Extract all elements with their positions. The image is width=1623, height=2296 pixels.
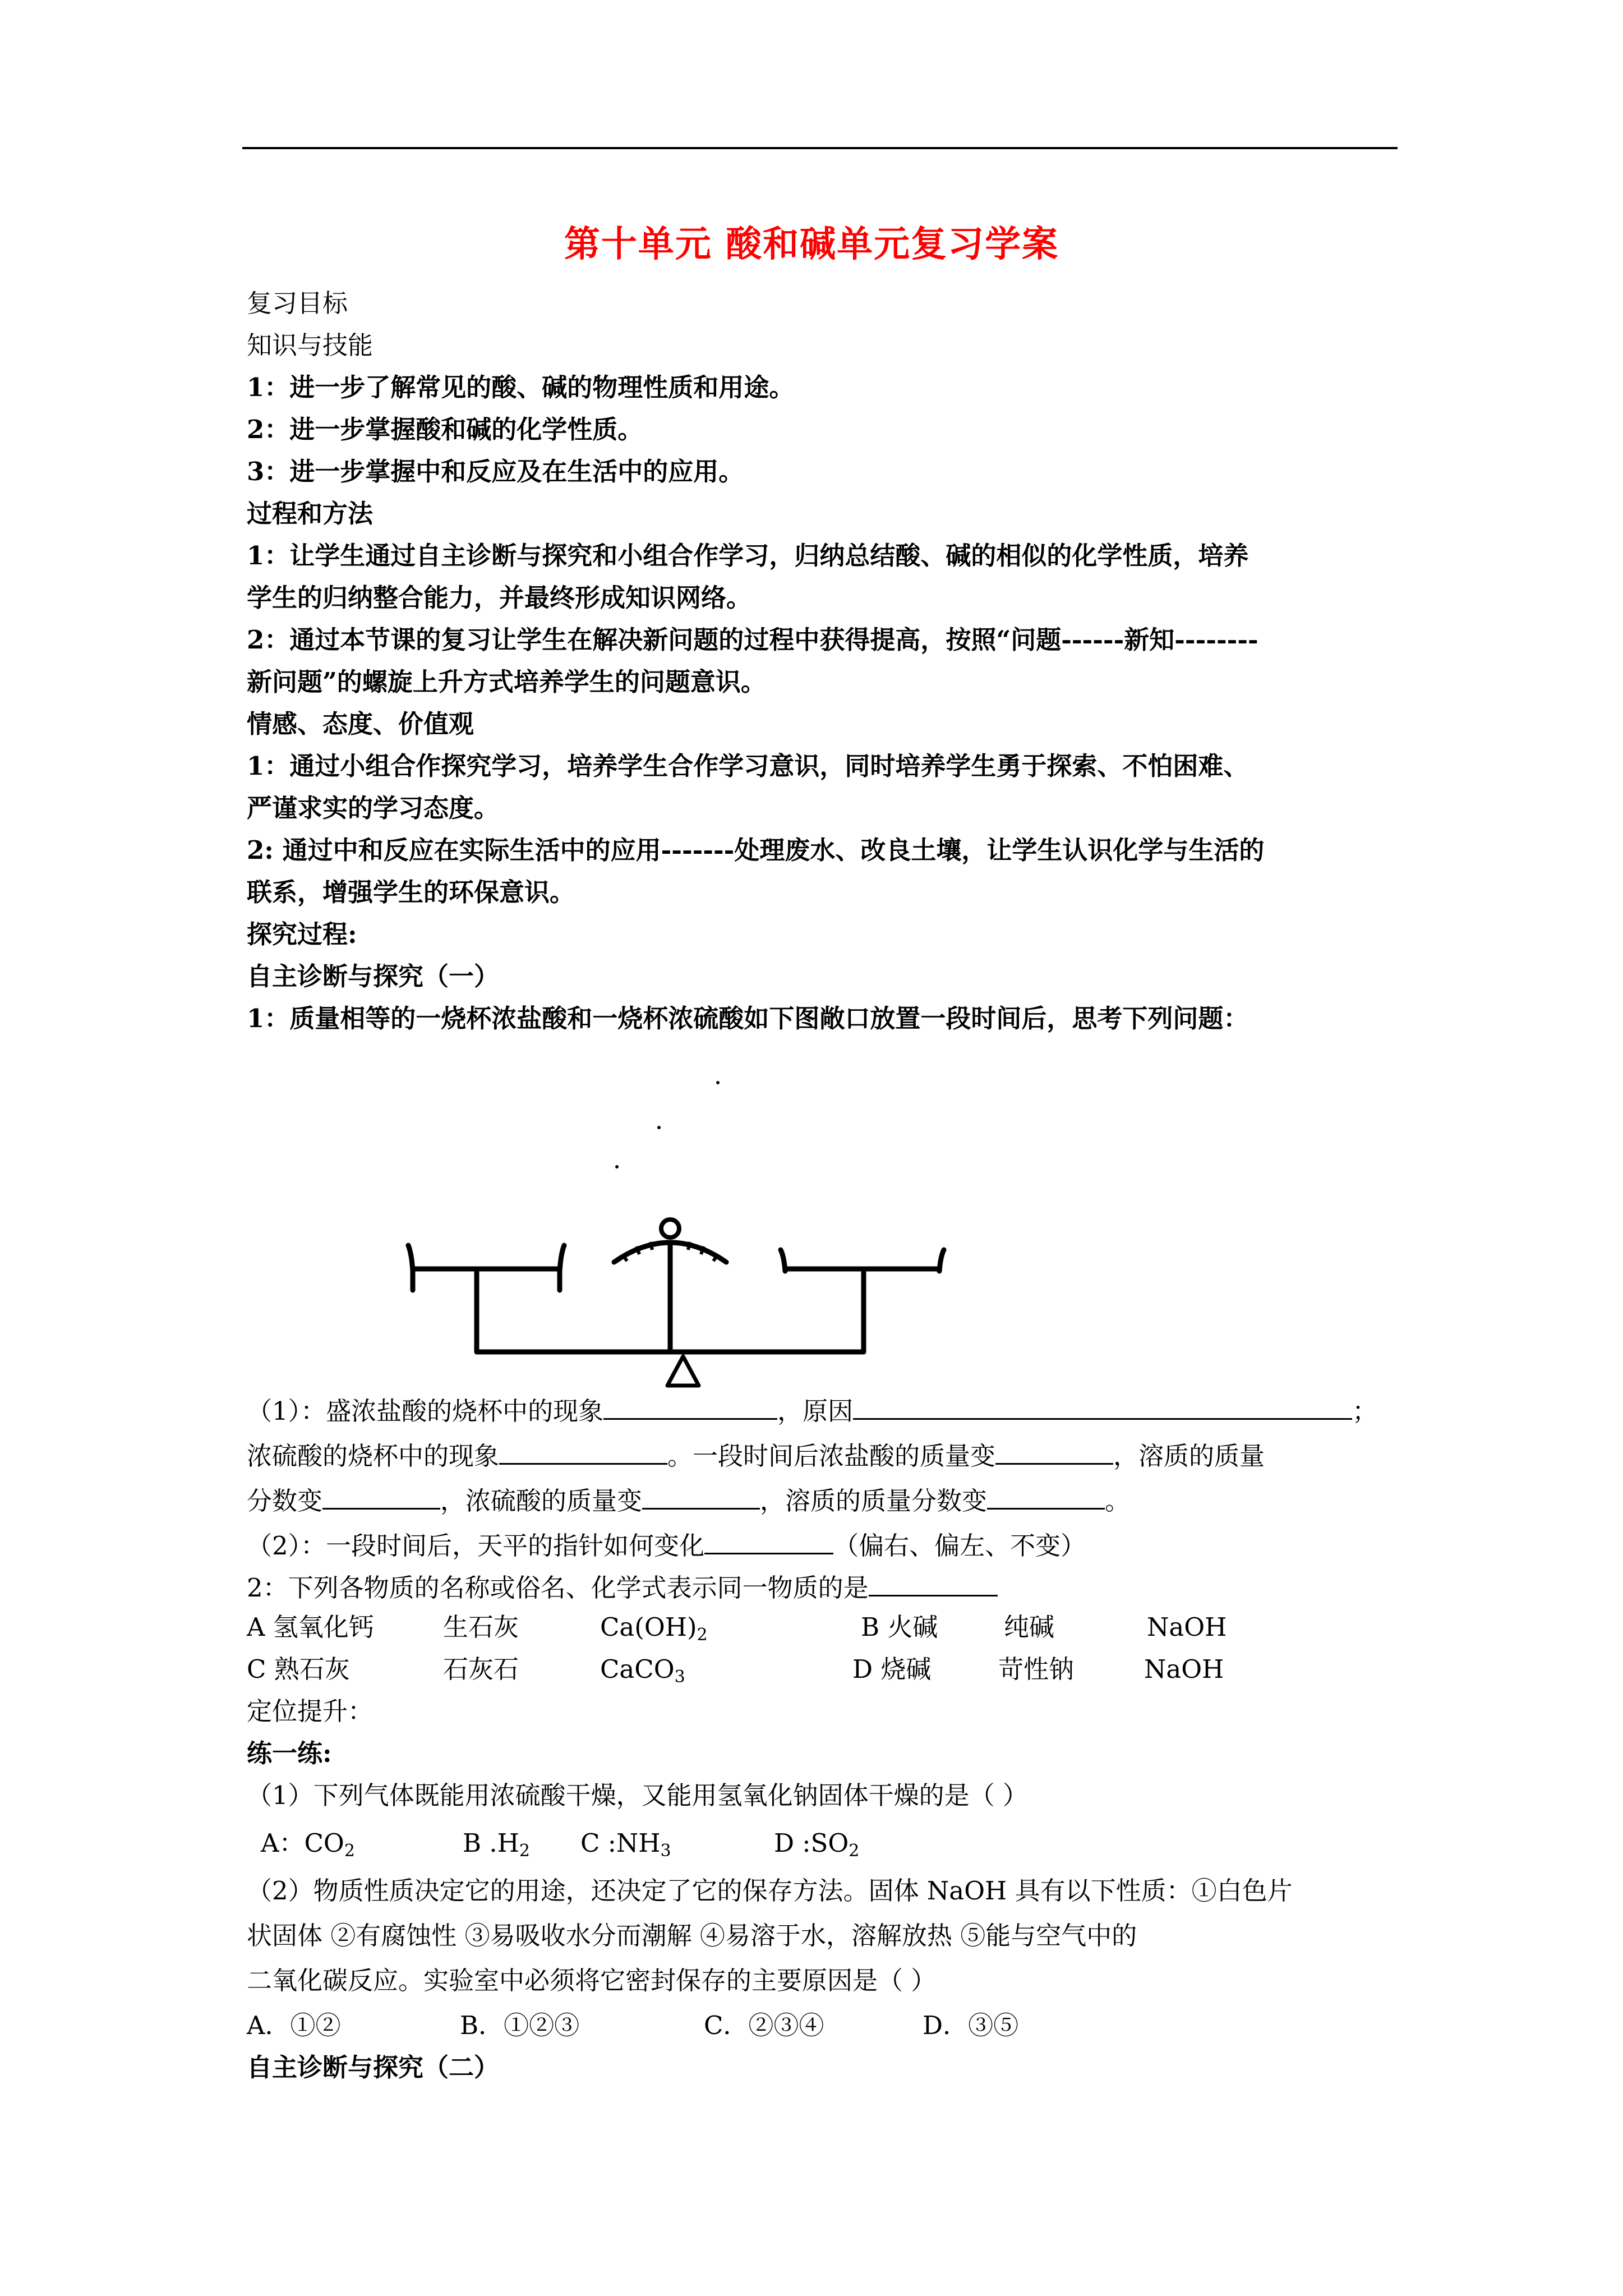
answer-blank[interactable] bbox=[322, 1485, 440, 1510]
knowledge-heading: 知识与技能 bbox=[247, 330, 374, 360]
answer-blank[interactable] bbox=[853, 1396, 1352, 1420]
option-c-formula: CaCO$_3$ bbox=[600, 1654, 685, 1687]
practice-2-option-b: B．①②③ bbox=[460, 2010, 580, 2040]
answer-blank[interactable] bbox=[499, 1441, 667, 1465]
question-2: 2：下列各物质的名称或俗名、化学式表示同一物质的是 bbox=[247, 1572, 998, 1600]
practice-question-2-line: （2）物质性质决定它的用途，还决定了它的保存方法。固体 NaOH 具有以下性质：①白色片 bbox=[247, 1876, 1293, 1906]
question-1-1-line: 分数变 ，浓硫酸的质量变 ，溶质的质量分数变 。 bbox=[247, 1486, 1131, 1516]
emotion-line: 联系，增强学生的环保意识。 bbox=[247, 877, 575, 907]
emotion-line: 严谨求实的学习态度。 bbox=[247, 793, 500, 823]
option-b-label: B 火碱 bbox=[861, 1612, 938, 1642]
emotion-heading: 情感、态度、价值观 bbox=[247, 709, 474, 739]
option-c-label: C 熟石灰 bbox=[247, 1654, 350, 1684]
process-line: 学生的归纳整合能力，并最终形成知识网络。 bbox=[247, 583, 752, 613]
question-1-1-line: （1）：盛浓盐酸的烧杯中的现象 ，原因 ； bbox=[247, 1396, 1378, 1426]
page-title: 第十单元 酸和碱单元复习学案 bbox=[564, 224, 1059, 265]
section1-heading: 自主诊断与探究（一） bbox=[247, 961, 500, 991]
practice-2-option-d: D．③⑤ bbox=[923, 2010, 1019, 2040]
practice-2-option-a: A．①② bbox=[247, 2010, 341, 2040]
question-1: 1：质量相等的一烧杯浓盐酸和一烧杯浓硫酸如下图敞口放置一段时间后，思考下列问题： bbox=[247, 1004, 1249, 1033]
practice-2-option-c: C．②③④ bbox=[704, 2010, 824, 2040]
emotion-line: 2: 通过中和反应在实际生活中的应用-------处理废水、改良土壤，让学生认识化学与生活的 bbox=[247, 835, 1265, 865]
question-1-2-line: （2）：一段时间后，天平的指针如何变化 （偏右、偏左、不变） bbox=[247, 1531, 1086, 1561]
process-line: 1：让学生通过自主诊断与探究和小组合作学习，归纳总结酸、碱的相似的化学性质，培养 bbox=[247, 541, 1249, 570]
option-d-name: 苛性钠 bbox=[998, 1654, 1075, 1684]
option-d-label: D 烧碱 bbox=[852, 1654, 932, 1684]
process-method-heading: 过程和方法 bbox=[247, 499, 374, 528]
answer-blank[interactable] bbox=[987, 1485, 1105, 1510]
balance-figure bbox=[393, 1060, 953, 1397]
practice-1-option-b: B $.H_2$ bbox=[463, 1828, 531, 1861]
practice-1-option-a: A：$CO_2$ bbox=[261, 1828, 355, 1861]
option-c-name: 石灰石 bbox=[443, 1654, 519, 1684]
exploration-heading: 探究过程: bbox=[247, 919, 357, 949]
section2-heading: 自主诊断与探究（二） bbox=[247, 2053, 500, 2082]
option-a-name: 生石灰 bbox=[443, 1612, 519, 1642]
practice-question-2-line: 状固体 ②有腐蚀性 ③易吸收水分而潮解 ④易溶于水，溶解放热 ⑤能与空气中的 bbox=[247, 1921, 1137, 1950]
answer-blank[interactable] bbox=[642, 1485, 760, 1510]
emotion-line: 1：通过小组合作探究学习，培养学生合作学习意识，同时培养学生勇于探索、不怕困难、 bbox=[247, 751, 1249, 781]
knowledge-item: 3：进一步掌握中和反应及在生活中的应用。 bbox=[247, 457, 744, 486]
option-b-formula: NaOH bbox=[1147, 1612, 1227, 1642]
option-a-label: A 氢氧化钙 bbox=[247, 1612, 374, 1642]
practice-heading: 练一练: bbox=[247, 1738, 332, 1768]
answer-blank[interactable] bbox=[704, 1530, 833, 1554]
knowledge-item: 1：进一步了解常见的酸、碱的物理性质和用途。 bbox=[247, 372, 795, 402]
practice-question-1: （1）下列气体既能用浓硫酸干燥，又能用氢氧化钠固体干燥的是（ ） bbox=[247, 1780, 1028, 1810]
option-b-name: 纯碱 bbox=[1004, 1612, 1055, 1642]
process-line: 新问题”的螺旋上升方式培养学生的问题意识。 bbox=[247, 667, 766, 697]
knowledge-item: 2：进一步掌握酸和碱的化学性质。 bbox=[247, 415, 643, 444]
answer-blank[interactable] bbox=[603, 1396, 777, 1420]
option-a-formula: $Ca(OH)_2$ bbox=[600, 1612, 708, 1645]
practice-1-option-d: D $:SO_2$ bbox=[774, 1828, 860, 1861]
answer-blank[interactable] bbox=[869, 1572, 998, 1596]
question-1-1-line: 浓硫酸的烧杯中的现象 。一段时间后浓盐酸的质量变 ，溶质的质量 bbox=[247, 1441, 1265, 1471]
practice-1-option-c: C $:NH_3$ bbox=[580, 1828, 671, 1861]
header-rule bbox=[242, 147, 1398, 149]
upgrade-heading: 定位提升： bbox=[247, 1696, 374, 1726]
answer-blank[interactable] bbox=[995, 1441, 1113, 1465]
option-d-formula: NaOH bbox=[1144, 1654, 1224, 1684]
practice-question-2-line: 二氧化碳反应。实验室中必须将它密封保存的主要原因是（ ） bbox=[247, 1966, 937, 1995]
process-line: 2：通过本节课的复习让学生在解决新问题的过程中获得提高，按照“问题------新知-------- bbox=[247, 625, 1258, 655]
goals-heading: 复习目标 bbox=[247, 288, 348, 318]
